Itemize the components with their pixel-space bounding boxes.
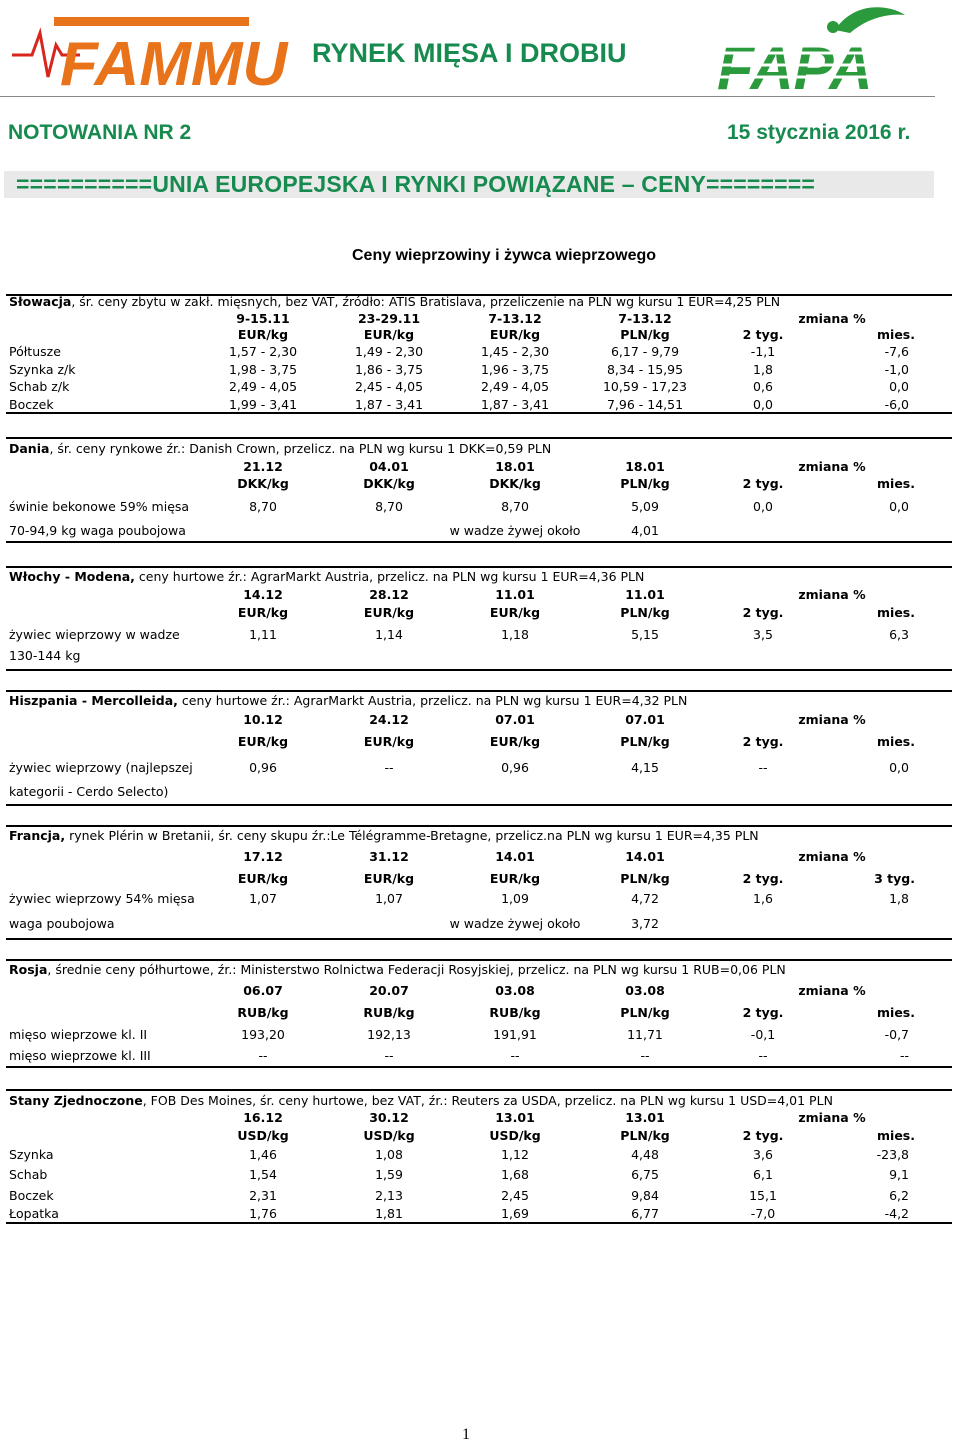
source-info: , FOB Des Moines, śr. ceny hurtowe, bez VAT, źr.: Reuters za USDA, przelicz. na PLN wg kursu 1 USD=4,01 PLN [142, 1093, 833, 1108]
price-cell: 0,96 [501, 760, 529, 775]
change-header: zmiana % [798, 311, 866, 326]
section-title [9, 962, 786, 978]
price-cell: 1,81 [375, 1206, 403, 1221]
price-cell: 1,8 [753, 362, 773, 377]
change-cell: -6,0 [884, 397, 909, 412]
unit-header: 3 tyg. [874, 871, 915, 886]
price-cell: 7,96 - 14,51 [606, 397, 684, 412]
live-weight-value: 3,72 [631, 916, 659, 931]
price-cell: 8,34 - 15,95 [606, 362, 684, 377]
price-cell: -- [384, 760, 394, 775]
section-bottom-line [6, 938, 952, 940]
price-cell: -7,0 [750, 1206, 776, 1221]
price-cell: 1,12 [501, 1147, 529, 1162]
price-cell: 1,76 [249, 1206, 277, 1221]
price-cell: -- [258, 1048, 268, 1063]
country-name: Hiszpania - Mercolleida, [9, 693, 178, 708]
source-info: , śr. ceny zbytu w zakł. mięsnych, bez VAT, źródło: ATIS Bratislava, przeliczenie na PLN wg kursu 1 EUR=4,25 PLN [71, 294, 781, 309]
price-cell: 3,5 [753, 627, 773, 642]
unit-header: EUR/kg [237, 871, 289, 886]
change-cell: -1,0 [884, 362, 909, 377]
source-info: rynek Plérin w Bretanii, śr. ceny skupu źr.:Le Télégramme-Bretagne, przelicz.na PLN wg kursu 1 EUR=4,35 PLN [65, 828, 759, 843]
unit-header: DKK/kg [237, 476, 289, 491]
period-header: 9-15.11 [236, 311, 290, 326]
bulletin-date: 15 stycznia 2016 r. [727, 121, 911, 144]
price-cell: -- [758, 1048, 768, 1063]
country-name: Rosja [9, 962, 48, 977]
unit-header: RUB/kg [363, 1005, 415, 1020]
unit-header: EUR/kg [237, 734, 289, 749]
section-bottom-line [6, 1066, 952, 1068]
price-cell: 1,99 - 3,41 [228, 397, 298, 412]
unit-header: PLN/kg [620, 1128, 670, 1143]
change-cell: 9,1 [889, 1167, 909, 1182]
price-cell: 4,15 [631, 760, 659, 775]
change-header: zmiana % [798, 459, 866, 474]
change-cell: 6,2 [889, 1188, 909, 1203]
row-label: mięso wieprzowe kl. III [9, 1048, 151, 1063]
price-cell: 2,13 [375, 1188, 403, 1203]
source-info: , śr. ceny rynkowe źr.: Danish Crown, przelicz. na PLN wg kursu 1 DKK=0,59 PLN [49, 441, 552, 456]
unit-header: EUR/kg [489, 871, 541, 886]
price-cell: 4,72 [631, 891, 659, 906]
unit-header: EUR/kg [237, 605, 289, 620]
price-cell: 1,98 - 3,75 [228, 362, 298, 377]
price-cell: 0,96 [249, 760, 277, 775]
price-cell: 1,18 [501, 627, 529, 642]
row-label: świnie bekonowe 59% mięsa [9, 499, 190, 514]
price-cell: 1,46 [249, 1147, 277, 1162]
section-bottom-line [6, 541, 952, 543]
change-cell: 0,0 [889, 499, 909, 514]
price-cell: 1,11 [249, 627, 277, 642]
unit-header: mies. [877, 476, 915, 491]
price-cell: -1,1 [750, 344, 776, 359]
price-cell: 6,17 - 9,79 [610, 344, 680, 359]
section-divider [6, 959, 952, 961]
unit-header: 2 tyg. [742, 327, 784, 342]
period-header: 03.08 [495, 983, 535, 998]
unit-header: EUR/kg [489, 734, 541, 749]
price-cell: 1,08 [375, 1147, 403, 1162]
row-label: Boczek [9, 397, 54, 412]
price-cell: 1,09 [501, 891, 529, 906]
change-cell: 0,0 [889, 760, 909, 775]
row-note: 130-144 kg [9, 648, 81, 663]
unit-header: 2 tyg. [742, 1005, 784, 1020]
price-cell: 1,54 [249, 1167, 277, 1182]
period-header: 11.01 [495, 587, 535, 602]
row-label: Schab [9, 1167, 48, 1182]
country-name: Stany Zjednoczone [9, 1093, 143, 1108]
price-cell: 1,07 [249, 891, 277, 906]
row-label: Boczek [9, 1188, 54, 1203]
price-cell: 1,86 - 3,75 [354, 362, 424, 377]
period-header: 18.01 [625, 459, 665, 474]
price-cell: 193,20 [241, 1027, 285, 1042]
change-header: zmiana % [798, 1110, 866, 1125]
price-cell: 1,6 [753, 891, 773, 906]
unit-header: DKK/kg [363, 476, 415, 491]
price-cell: 2,31 [249, 1188, 277, 1203]
price-cell: 6,75 [631, 1167, 659, 1182]
period-header: 14.01 [495, 849, 535, 864]
period-header: 7-13.12 [618, 311, 672, 326]
period-header: 11.01 [625, 587, 665, 602]
price-cell: -- [758, 760, 768, 775]
unit-header: 2 tyg. [742, 1128, 784, 1143]
row-label: Półtusze [9, 344, 61, 359]
row-note: 70-94,9 kg waga poubojowa [9, 523, 186, 538]
price-cell: 3,6 [753, 1147, 773, 1162]
section-title [9, 441, 551, 457]
change-header: zmiana % [798, 712, 866, 727]
price-cell: 0,0 [753, 397, 773, 412]
period-header: 21.12 [243, 459, 283, 474]
row-label: Schab z/k [9, 379, 70, 394]
unit-header: USD/kg [363, 1128, 415, 1143]
unit-header: PLN/kg [620, 327, 670, 342]
svg-text:FAPA: FAPA [717, 35, 873, 102]
period-header: 30.12 [369, 1110, 409, 1125]
unit-header: PLN/kg [620, 734, 670, 749]
price-cell: 1,87 - 3,41 [480, 397, 550, 412]
row-label: mięso wieprzowe kl. II [9, 1027, 148, 1042]
unit-header: USD/kg [489, 1128, 541, 1143]
unit-header: RUB/kg [489, 1005, 541, 1020]
period-header: 13.01 [625, 1110, 665, 1125]
period-header: 06.07 [243, 983, 283, 998]
section-title [9, 569, 644, 585]
period-header: 17.12 [243, 849, 283, 864]
price-cell: 1,96 - 3,75 [480, 362, 550, 377]
period-header: 04.01 [369, 459, 409, 474]
price-cell: 4,48 [631, 1147, 659, 1162]
price-cell: 191,91 [493, 1027, 537, 1042]
unit-header: RUB/kg [237, 1005, 289, 1020]
price-cell: -- [384, 1048, 394, 1063]
fammu-logo [10, 5, 288, 100]
price-cell: 6,1 [753, 1167, 773, 1182]
period-header: 03.08 [625, 983, 665, 998]
change-header: zmiana % [798, 587, 866, 602]
price-cell: 1,07 [375, 891, 403, 906]
unit-header: DKK/kg [489, 476, 541, 491]
price-cell: 5,15 [631, 627, 659, 642]
price-cell: 10,59 - 17,23 [602, 379, 688, 394]
bulletin-number: NOTOWANIA NR 2 [8, 121, 192, 144]
source-info: , średnie ceny półhurtowe, źr.: Ministerstwo Rolnictwa Federacji Rosyjskiej, przelicz. na PLN wg kursu 1 RUB=0,06 PLN [47, 962, 786, 977]
row-label: żywiec wieprzowy 54% mięsa [9, 891, 195, 906]
unit-header: mies. [877, 1128, 915, 1143]
section-bottom-line [6, 412, 952, 414]
period-header: 07.01 [495, 712, 535, 727]
change-cell: -7,6 [884, 344, 909, 359]
row-note: waga poubojowa [9, 916, 115, 931]
price-cell: 2,45 - 4,05 [354, 379, 424, 394]
price-cell: 8,70 [375, 499, 403, 514]
change-cell: 1,8 [889, 891, 909, 906]
row-label: Łopatka [9, 1206, 59, 1221]
price-cell: 8,70 [501, 499, 529, 514]
price-cell: 2,49 - 4,05 [480, 379, 550, 394]
source-info: ceny hurtowe źr.: AgrarMarkt Austria, przelicz. na PLN wg kursu 1 EUR=4,36 PLN [134, 569, 645, 584]
unit-header: EUR/kg [489, 327, 541, 342]
unit-header: EUR/kg [363, 871, 415, 886]
price-cell: -- [510, 1048, 520, 1063]
period-header: 28.12 [369, 587, 409, 602]
unit-header: mies. [877, 1005, 915, 1020]
unit-header: EUR/kg [363, 327, 415, 342]
unit-header: EUR/kg [363, 605, 415, 620]
unit-header: PLN/kg [620, 871, 670, 886]
fapa-logo [715, 5, 930, 102]
section-divider [6, 1089, 952, 1091]
section-divider [6, 690, 952, 692]
change-header: zmiana % [798, 983, 866, 998]
row-label: Szynka z/k [9, 362, 76, 377]
price-cell: -0,1 [750, 1027, 776, 1042]
row-note: kategorii - Cerdo Selecto) [9, 784, 169, 799]
section-bottom-line [6, 1222, 952, 1224]
price-cell: 1,68 [501, 1167, 529, 1182]
subtitle: Ceny wieprzowiny i żywca wieprzowego [352, 247, 657, 264]
period-header: 16.12 [243, 1110, 283, 1125]
price-cell: 1,69 [501, 1206, 529, 1221]
price-cell: 1,49 - 2,30 [354, 344, 424, 359]
period-header: 18.01 [495, 459, 535, 474]
change-cell: -4,2 [884, 1206, 909, 1221]
section-divider [6, 825, 952, 827]
page-number: 1 [462, 1426, 470, 1443]
price-cell: 0,6 [753, 379, 773, 394]
section-divider [6, 437, 952, 439]
period-header: 20.07 [369, 983, 409, 998]
price-cell: 8,70 [249, 499, 277, 514]
source-info: ceny hurtowe źr.: AgrarMarkt Austria, przelicz. na PLN wg kursu 1 EUR=4,32 PLN [177, 693, 688, 708]
period-header: 24.12 [369, 712, 409, 727]
period-header: 07.01 [625, 712, 665, 727]
period-header: 14.01 [625, 849, 665, 864]
period-header: 23-29.11 [357, 311, 421, 326]
unit-header: mies. [877, 734, 915, 749]
price-cell: 192,13 [367, 1027, 411, 1042]
svg-text:FAMMU: FAMMU [60, 30, 288, 99]
price-cell: 1,14 [375, 627, 403, 642]
price-cell: 1,59 [375, 1167, 403, 1182]
unit-header: 2 tyg. [742, 871, 784, 886]
change-cell: 6,3 [889, 627, 909, 642]
change-cell: 0,0 [889, 379, 909, 394]
price-cell: 9,84 [631, 1188, 659, 1203]
section-title [9, 693, 687, 709]
price-cell: -- [640, 1048, 650, 1063]
unit-header: EUR/kg [489, 605, 541, 620]
price-cell: 1,45 - 2,30 [480, 344, 550, 359]
live-weight-label: w wadze żywej około [449, 916, 581, 931]
period-header: 14.12 [243, 587, 283, 602]
section-divider [6, 566, 952, 568]
unit-header: PLN/kg [620, 605, 670, 620]
change-cell: -23,8 [876, 1147, 909, 1162]
price-cell: 2,45 [501, 1188, 529, 1203]
price-cell: 1,57 - 2,30 [228, 344, 298, 359]
price-cell: 0,0 [753, 499, 773, 514]
unit-header: PLN/kg [620, 476, 670, 491]
price-cell: 2,49 - 4,05 [228, 379, 298, 394]
section-title [9, 294, 780, 310]
country-name: Francja, [9, 828, 66, 843]
unit-header: 2 tyg. [742, 476, 784, 491]
live-weight-value: 4,01 [631, 523, 659, 538]
live-weight-label: w wadze żywej około [449, 523, 581, 538]
section-bottom-line [6, 669, 952, 671]
country-name: Włochy - Modena, [9, 569, 135, 584]
price-cell: 6,77 [631, 1206, 659, 1221]
period-header: 13.01 [495, 1110, 535, 1125]
row-label: żywiec wieprzowy (najlepszej [9, 760, 193, 775]
unit-header: 2 tyg. [742, 734, 784, 749]
unit-header: USD/kg [237, 1128, 289, 1143]
period-header: 10.12 [243, 712, 283, 727]
page-title: RYNEK MIĘSA I DROBIU [312, 38, 627, 68]
change-cell: -- [899, 1048, 909, 1063]
unit-header: PLN/kg [620, 1005, 670, 1020]
section-title [9, 1093, 833, 1109]
price-cell: 1,87 - 3,41 [354, 397, 424, 412]
section-banner-text: ==========UNIA EUROPEJSKA I RYNKI POWIĄZANE – CENY======== [16, 171, 816, 197]
country-name: Słowacja [9, 294, 72, 309]
price-cell: 11,71 [627, 1027, 663, 1042]
country-name: Dania [9, 441, 50, 456]
period-header: 31.12 [369, 849, 409, 864]
change-cell: -0,7 [884, 1027, 909, 1042]
row-label: żywiec wieprzowy w wadze [9, 627, 180, 642]
price-cell: 5,09 [631, 499, 659, 514]
section-bottom-line [6, 804, 952, 806]
row-label: Szynka [9, 1147, 54, 1162]
unit-header: EUR/kg [237, 327, 289, 342]
unit-header: 2 tyg. [742, 605, 784, 620]
unit-header: EUR/kg [363, 734, 415, 749]
unit-header: mies. [877, 327, 915, 342]
unit-header: mies. [877, 605, 915, 620]
change-header: zmiana % [798, 849, 866, 864]
period-header: 7-13.12 [488, 311, 542, 326]
header-divider [0, 96, 935, 97]
section-title [9, 828, 759, 844]
price-cell: 15,1 [749, 1188, 777, 1203]
